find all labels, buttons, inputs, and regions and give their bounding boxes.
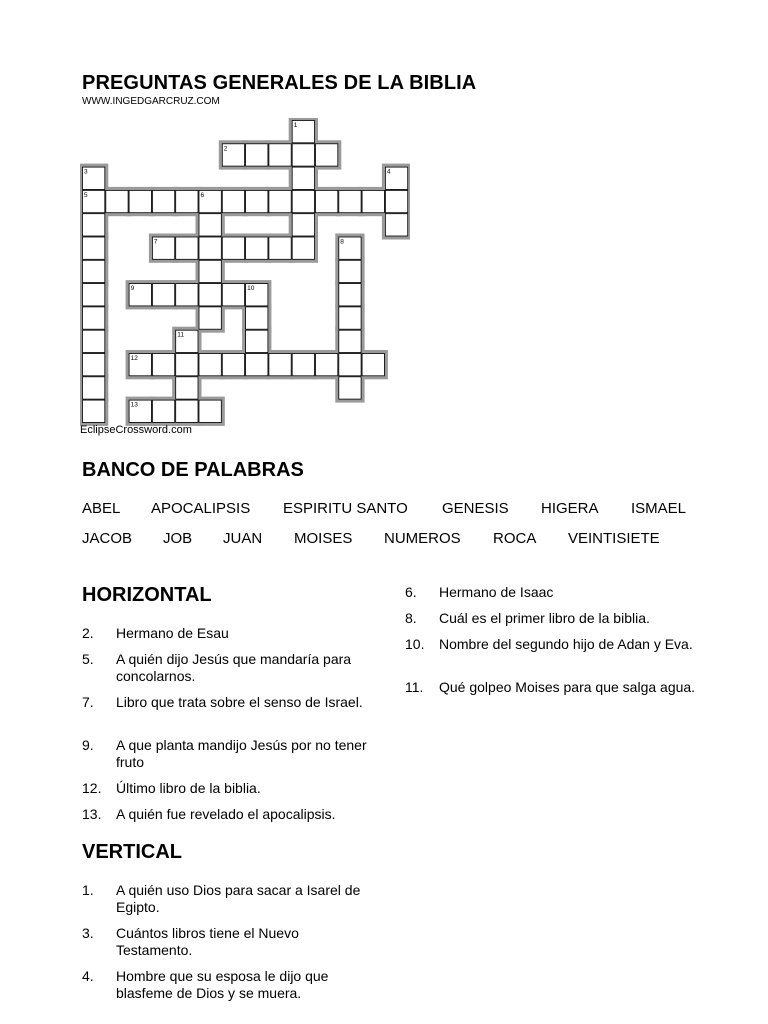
crossword-cell[interactable]	[176, 190, 198, 212]
clue-text: A quién fue revelado el apocalipsis.	[116, 806, 336, 822]
clue-text: A que planta mandijo Jesús por no tener fruto	[116, 737, 367, 770]
cell-number: 13	[130, 401, 138, 409]
crossword-credit: EclipseCrossword.com	[80, 424, 192, 436]
crossword-cell[interactable]	[246, 330, 268, 352]
crossword-cell[interactable]	[385, 214, 407, 236]
clue-number: 7.	[82, 694, 94, 710]
crossword-cell[interactable]	[246, 307, 268, 329]
crossword-cell[interactable]	[339, 330, 361, 352]
crossword-cell[interactable]	[199, 214, 221, 236]
word-bank-item: JOB	[163, 530, 193, 547]
crossword-cell[interactable]	[316, 190, 338, 212]
clue-text: A quién dijo Jesús que mandaría para concolarnos.	[116, 651, 352, 684]
crossword-cell[interactable]	[362, 190, 384, 212]
word-bank-item: HIGERA	[541, 500, 599, 517]
crossword-cell[interactable]	[199, 307, 221, 329]
crossword-cell[interactable]	[83, 284, 105, 306]
clue-text: Hombre que su esposa le dijo que blasfeme de Dios y se muera.	[116, 968, 329, 1001]
word-bank-item: VEINTISIETE	[568, 530, 660, 547]
crossword-cell[interactable]	[246, 354, 268, 376]
website-url: WWW.INGEDGARCRUZ.COM	[82, 96, 220, 107]
clue-number: 8.	[405, 610, 417, 626]
crossword-cell[interactable]	[222, 190, 244, 212]
clue-text: Qué golpeo Moises para que salga agua.	[439, 679, 696, 695]
clue-number: 12.	[82, 780, 102, 796]
horizontal-heading: HORIZONTAL	[82, 584, 212, 606]
clue-number: 10.	[405, 636, 425, 652]
word-bank-item: GENESIS	[442, 500, 509, 517]
word-bank-heading: BANCO DE PALABRAS	[82, 459, 304, 481]
word-bank-item: JUAN	[223, 530, 263, 547]
cell-number: 11	[177, 331, 184, 339]
word-bank-item: MOISES	[294, 530, 353, 547]
crossword-cell[interactable]	[385, 190, 407, 212]
crossword-cell[interactable]	[269, 237, 291, 259]
crossword-cell[interactable]	[292, 214, 314, 236]
clue-text: Hermano de Isaac	[439, 584, 554, 600]
word-bank-item: JACOB	[82, 530, 133, 547]
crossword-cell[interactable]	[246, 190, 268, 212]
crossword-cell[interactable]	[83, 237, 105, 259]
crossword-cell[interactable]	[152, 190, 174, 212]
crossword-cell[interactable]	[362, 354, 384, 376]
crossword-cell[interactable]	[199, 237, 221, 259]
crossword-cell[interactable]	[83, 330, 105, 352]
crossword-cell[interactable]	[152, 284, 174, 306]
clue-text: A quién uso Dios para sacar a Isarel de Egipto.	[116, 882, 361, 915]
crossword-cell[interactable]	[199, 260, 221, 282]
page-title: PREGUNTAS GENERALES DE LA BIBLIA	[82, 72, 477, 94]
word-bank-item: APOCALIPSIS	[151, 500, 251, 517]
clue-number: 6.	[405, 584, 417, 600]
crossword-cell[interactable]	[176, 354, 198, 376]
crossword-cell[interactable]	[339, 377, 361, 399]
crossword-cell[interactable]	[83, 307, 105, 329]
cell-number: 4	[386, 168, 391, 176]
crossword-cell[interactable]	[292, 144, 314, 166]
cell-number: 5	[84, 191, 88, 199]
clue-number: 11.	[405, 679, 424, 695]
crossword-cell[interactable]	[199, 354, 221, 376]
crossword-cell[interactable]	[199, 400, 221, 422]
clue-number: 2.	[82, 625, 94, 641]
crossword-cell[interactable]	[246, 144, 268, 166]
word-bank-item: NUMEROS	[384, 530, 461, 547]
crossword-cell[interactable]	[222, 237, 244, 259]
clue-text: Nombre del segundo hijo de Adan y Eva.	[439, 636, 693, 652]
clue-text: Último libro de la biblia.	[116, 780, 261, 796]
word-bank-item: ROCA	[493, 530, 537, 547]
word-bank-item: ESPIRITU SANTO	[283, 500, 408, 517]
clue-text: Cuál es el primer libro de la biblia.	[439, 610, 650, 626]
cell-number: 9	[130, 285, 135, 293]
word-bank-item: ABEL	[82, 500, 121, 517]
crossword-cell[interactable]	[292, 354, 314, 376]
clue-text: Hermano de Esau	[116, 625, 229, 641]
crossword-cell[interactable]	[83, 400, 105, 422]
vertical-heading: VERTICAL	[82, 841, 182, 863]
crossword-cell[interactable]	[316, 354, 338, 376]
crossword-cell[interactable]	[129, 190, 151, 212]
crossword-cell[interactable]	[292, 167, 314, 189]
crossword-cell[interactable]	[176, 237, 198, 259]
crossword-cell[interactable]	[152, 400, 174, 422]
cell-number: 1	[293, 122, 298, 129]
crossword-cell[interactable]	[339, 190, 361, 212]
clue-number: 13.	[82, 806, 102, 822]
crossword-cell[interactable]	[106, 190, 128, 212]
crossword-cell[interactable]	[339, 284, 361, 306]
clue-number: 9.	[82, 737, 94, 753]
crossword-cell[interactable]	[246, 237, 268, 259]
crossword-cell[interactable]	[83, 377, 105, 399]
cell-number: 8	[340, 238, 344, 246]
crossword-cell[interactable]	[292, 237, 314, 259]
crossword-cell[interactable]	[269, 144, 291, 166]
crossword-cell[interactable]	[316, 144, 338, 166]
clue-number: 3.	[82, 925, 94, 941]
cell-number: 7	[153, 238, 158, 246]
cell-number: 6	[200, 191, 205, 199]
crossword-cell[interactable]	[199, 284, 221, 306]
clue-number: 5.	[82, 651, 94, 667]
crossword-cell[interactable]	[152, 354, 174, 376]
crossword-cell[interactable]	[339, 354, 361, 376]
crossword-cell[interactable]	[339, 307, 361, 329]
crossword-cell[interactable]	[83, 260, 105, 282]
cell-number: 2	[223, 145, 228, 153]
clue-number: 1.	[82, 882, 94, 898]
word-bank-item: ISMAEL	[631, 500, 687, 517]
crossword-cell[interactable]	[83, 354, 105, 376]
crossword-cell[interactable]	[269, 354, 291, 376]
crossword-cell[interactable]	[176, 377, 198, 399]
crossword-grid	[80, 118, 410, 426]
clue-text: Cuántos libros tiene el Nuevo Testamento.	[116, 925, 299, 958]
crossword-cell[interactable]	[292, 190, 314, 212]
crossword-cell[interactable]	[339, 260, 361, 282]
cell-number: 12	[130, 355, 138, 362]
crossword-cell[interactable]	[176, 400, 198, 422]
crossword-cell[interactable]	[176, 284, 198, 306]
clue-text: Libro que trata sobre el senso de Israel.	[116, 694, 363, 710]
cell-number: 10	[247, 285, 255, 293]
cell-number: 3	[84, 168, 88, 176]
crossword-cell[interactable]	[269, 190, 291, 212]
clue-number: 4.	[82, 968, 94, 984]
crossword-cell[interactable]	[222, 284, 244, 306]
crossword-cell[interactable]	[222, 354, 244, 376]
crossword-cell[interactable]	[83, 214, 105, 236]
